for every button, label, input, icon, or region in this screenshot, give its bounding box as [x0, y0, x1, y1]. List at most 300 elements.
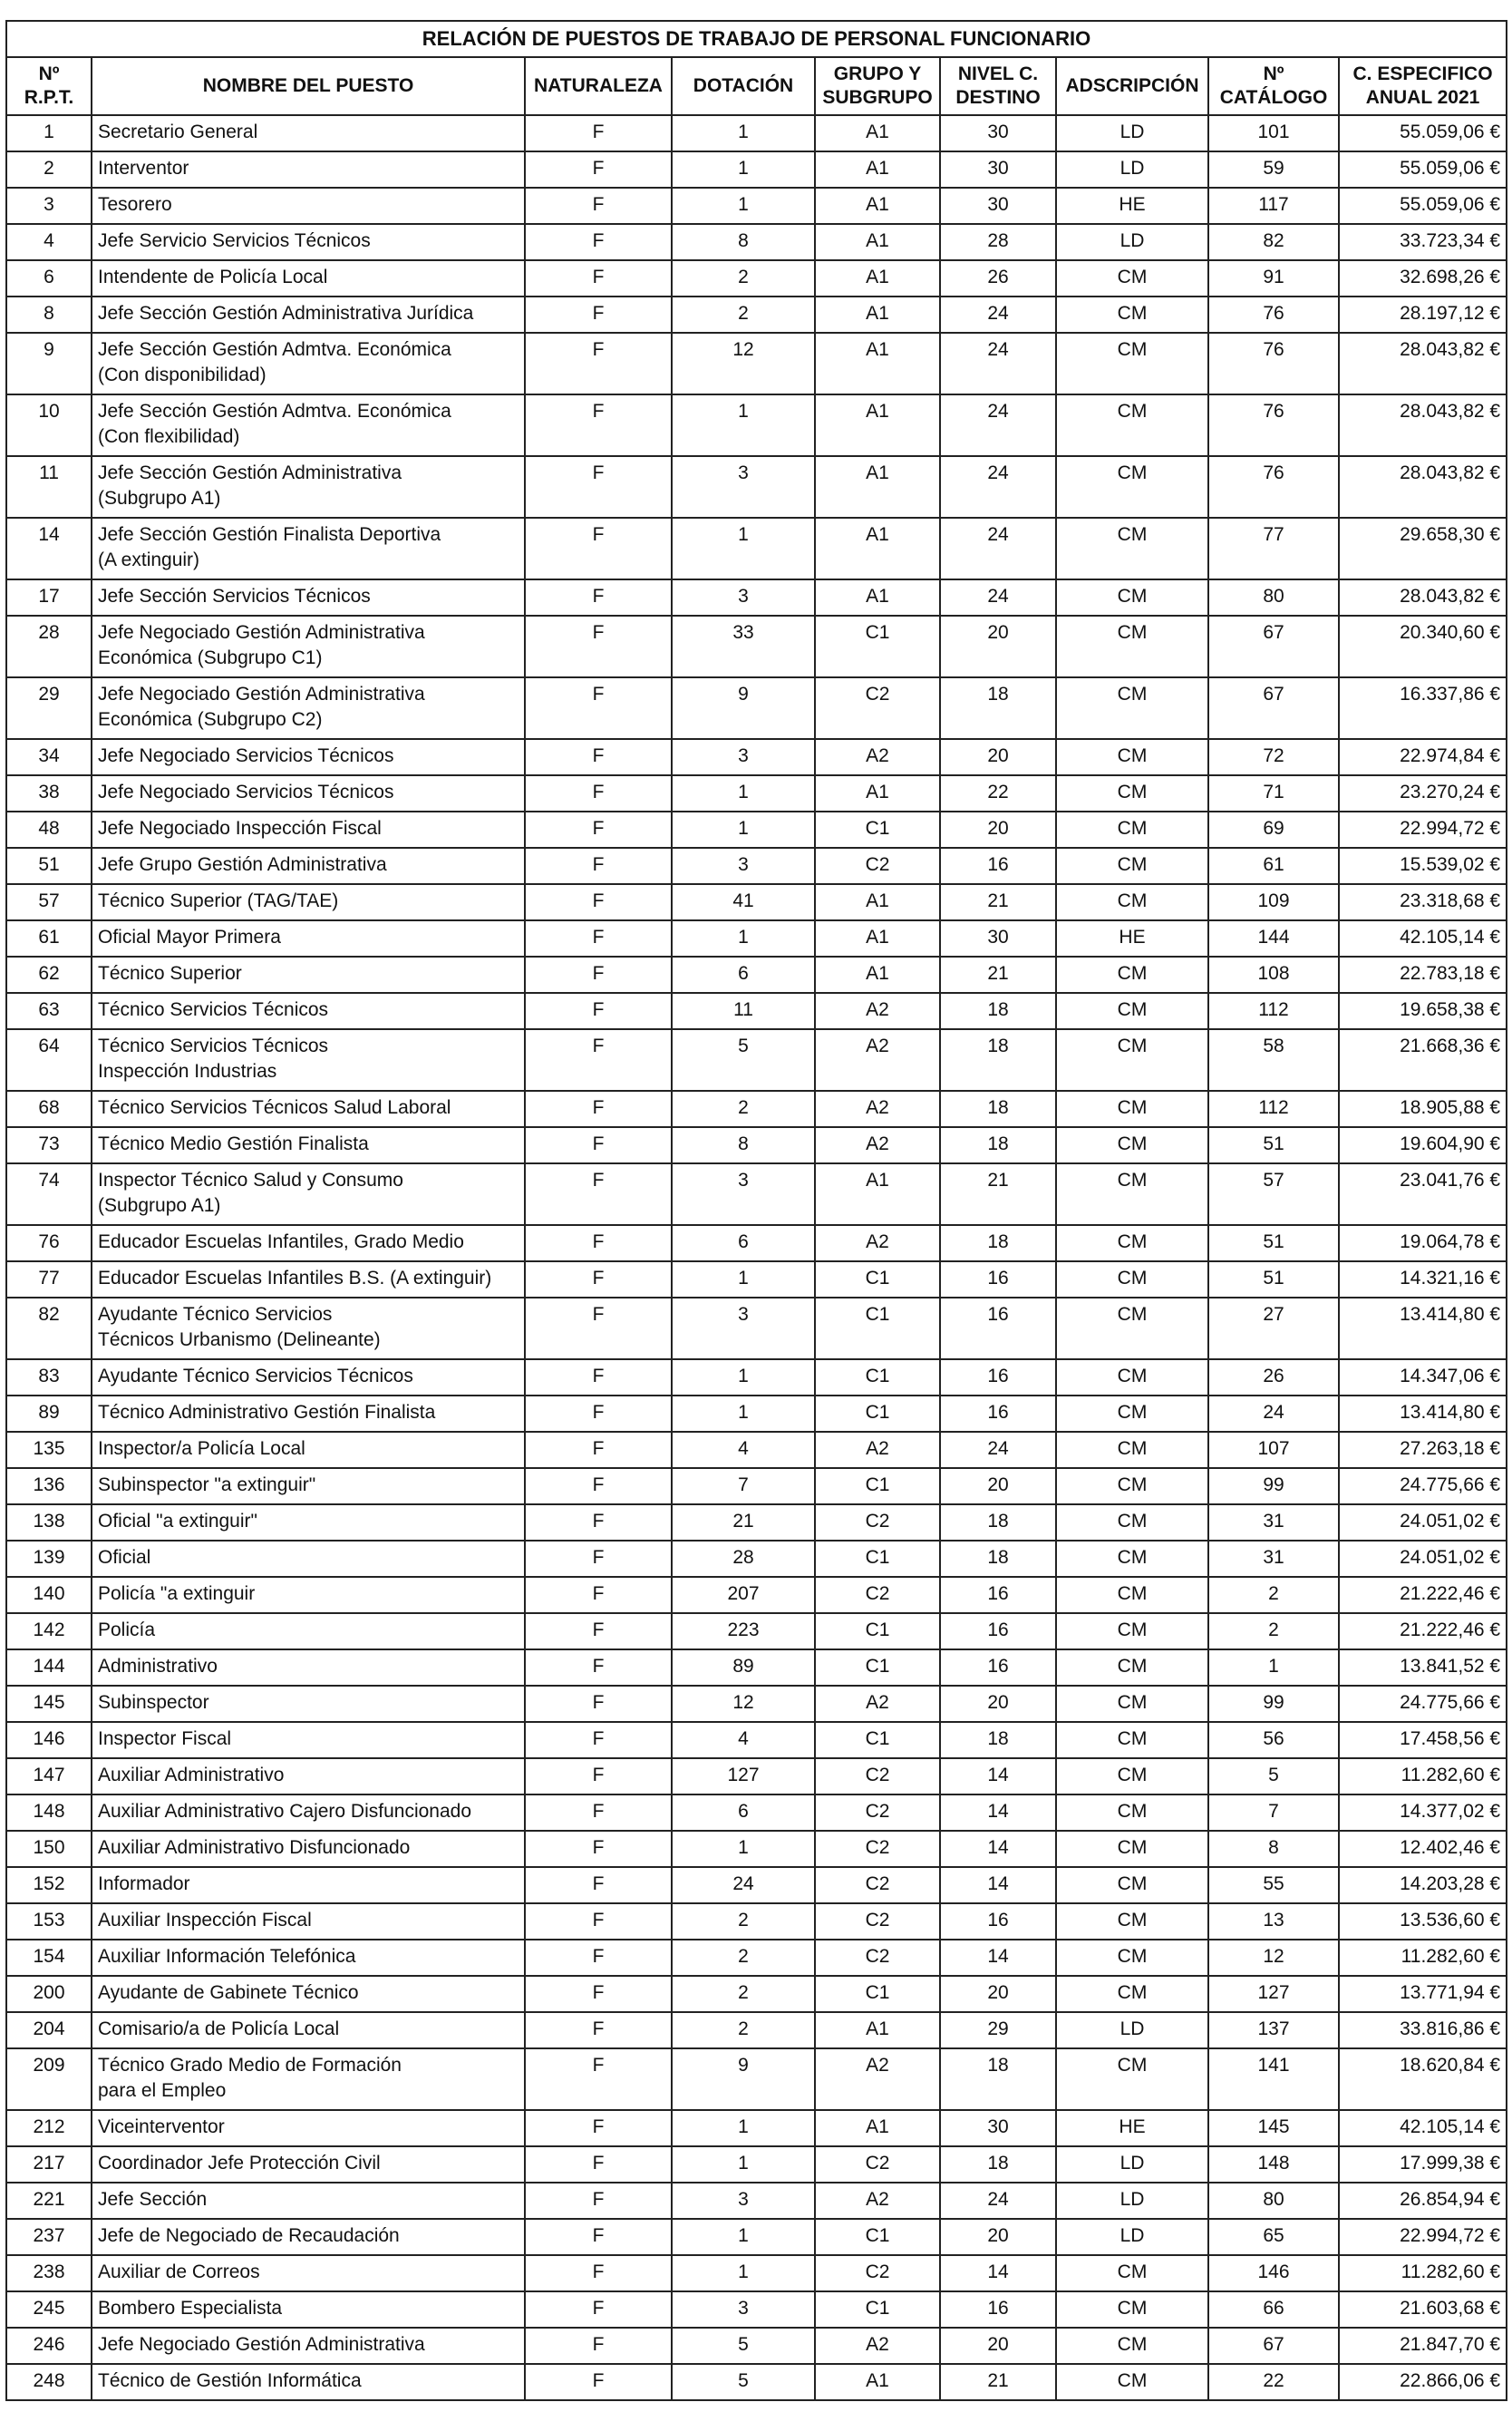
cell-grupo: C2 — [815, 677, 940, 739]
cell-dotacion: 5 — [672, 1029, 815, 1091]
cell-dotacion: 1 — [672, 188, 815, 224]
cell-rpt: 1 — [6, 115, 92, 151]
cell-catalogo: 31 — [1208, 1541, 1339, 1577]
cell-grupo: A1 — [815, 260, 940, 297]
table-row — [6, 616, 1507, 677]
table-row — [6, 579, 1507, 616]
table-row — [6, 1127, 1507, 1163]
cell-nombre: Informador — [92, 1867, 525, 1903]
cell-naturaleza: F — [525, 1831, 672, 1867]
cell-nombre: Oficial Mayor Primera — [92, 920, 525, 957]
cell-catalogo: 109 — [1208, 884, 1339, 920]
cell-dotacion: 8 — [672, 224, 815, 260]
cell-adscripcion: CM — [1056, 1758, 1208, 1794]
cell-dotacion: 2 — [672, 260, 815, 297]
cell-naturaleza: F — [525, 884, 672, 920]
table-row — [6, 1577, 1507, 1613]
table-row — [6, 518, 1507, 579]
header-rpt: Nº R.P.T. — [6, 57, 92, 115]
cell-dotacion: 1 — [672, 1831, 815, 1867]
cell-nivel: 30 — [940, 920, 1056, 957]
cell-nivel: 16 — [940, 848, 1056, 884]
cell-nivel: 21 — [940, 1163, 1056, 1225]
cell-nivel: 21 — [940, 957, 1056, 993]
cell-adscripcion: LD — [1056, 151, 1208, 188]
table-row — [6, 775, 1507, 812]
cell-rpt: 209 — [6, 2048, 92, 2110]
table-row — [6, 151, 1507, 188]
cell-catalogo: 56 — [1208, 1722, 1339, 1758]
cell-especifico: 28.043,82 € — [1339, 579, 1507, 616]
cell-nombre: Ayudante de Gabinete Técnico — [92, 1976, 525, 2012]
table-row — [6, 1163, 1507, 1225]
cell-naturaleza: F — [525, 1396, 672, 1432]
cell-nivel: 18 — [940, 1225, 1056, 1261]
cell-catalogo: 51 — [1208, 1127, 1339, 1163]
cell-rpt: 51 — [6, 848, 92, 884]
cell-nombre: Técnico Servicios Técnicos Salud Laboral — [92, 1091, 525, 1127]
cell-dotacion: 2 — [672, 1903, 815, 1940]
cell-naturaleza: F — [525, 1468, 672, 1504]
header-catalogo: Nº CATÁLOGO — [1208, 57, 1339, 115]
cell-nombre: Jefe Sección Servicios Técnicos — [92, 579, 525, 616]
cell-nivel: 20 — [940, 739, 1056, 775]
table-row — [6, 1867, 1507, 1903]
table-row — [6, 2291, 1507, 2328]
cell-adscripcion: CM — [1056, 1903, 1208, 1940]
cell-nivel: 24 — [940, 1432, 1056, 1468]
cell-nivel: 18 — [940, 1029, 1056, 1091]
cell-nombre: Intendente de Policía Local — [92, 260, 525, 297]
cell-dotacion: 2 — [672, 1091, 815, 1127]
cell-nombre: Ayudante Técnico Servicios Técnicos — [92, 1359, 525, 1396]
table-row — [6, 2328, 1507, 2364]
cell-catalogo: 141 — [1208, 2048, 1339, 2110]
cell-rpt: 82 — [6, 1298, 92, 1359]
cell-adscripcion: CM — [1056, 1225, 1208, 1261]
cell-rpt: 147 — [6, 1758, 92, 1794]
cell-nivel: 24 — [940, 333, 1056, 394]
cell-especifico: 14.377,02 € — [1339, 1794, 1507, 1831]
cell-especifico: 14.203,28 € — [1339, 1867, 1507, 1903]
cell-nombre: Jefe Sección Gestión Admtva. Económica (Con disponibilidad) — [92, 333, 525, 394]
cell-rpt: 145 — [6, 1686, 92, 1722]
cell-especifico: 21.222,46 € — [1339, 1613, 1507, 1649]
cell-dotacion: 4 — [672, 1722, 815, 1758]
cell-naturaleza: F — [525, 1225, 672, 1261]
table-row — [6, 456, 1507, 518]
cell-naturaleza: F — [525, 333, 672, 394]
cell-adscripcion: CM — [1056, 1686, 1208, 1722]
cell-grupo: A1 — [815, 115, 940, 151]
cell-grupo: A1 — [815, 394, 940, 456]
header-naturaleza: NATURALEZA — [525, 57, 672, 115]
cell-nombre: Auxiliar Administrativo Cajero Disfuncionado — [92, 1794, 525, 1831]
cell-nivel: 20 — [940, 1686, 1056, 1722]
cell-rpt: 3 — [6, 188, 92, 224]
cell-especifico: 24.051,02 € — [1339, 1541, 1507, 1577]
table-row — [6, 1504, 1507, 1541]
cell-especifico: 33.816,86 € — [1339, 2012, 1507, 2048]
cell-naturaleza: F — [525, 1261, 672, 1298]
cell-adscripcion: CM — [1056, 2364, 1208, 2400]
cell-especifico: 28.043,82 € — [1339, 394, 1507, 456]
cell-dotacion: 24 — [672, 1867, 815, 1903]
cell-naturaleza: F — [525, 775, 672, 812]
cell-catalogo: 31 — [1208, 1504, 1339, 1541]
cell-catalogo: 22 — [1208, 2364, 1339, 2400]
cell-naturaleza: F — [525, 1359, 672, 1396]
cell-rpt: 83 — [6, 1359, 92, 1396]
cell-rpt: 76 — [6, 1225, 92, 1261]
table-row — [6, 884, 1507, 920]
cell-grupo: C2 — [815, 2146, 940, 2183]
cell-adscripcion: CM — [1056, 677, 1208, 739]
cell-adscripcion: CM — [1056, 2048, 1208, 2110]
cell-nombre: Inspector/a Policía Local — [92, 1432, 525, 1468]
cell-grupo: C2 — [815, 1867, 940, 1903]
cell-dotacion: 1 — [672, 151, 815, 188]
cell-nivel: 18 — [940, 2048, 1056, 2110]
cell-nombre: Auxiliar Administrativo — [92, 1758, 525, 1794]
cell-nombre: Jefe Sección Gestión Administrativa (Subgrupo A1) — [92, 456, 525, 518]
cell-catalogo: 12 — [1208, 1940, 1339, 1976]
cell-naturaleza: F — [525, 1794, 672, 1831]
cell-especifico: 28.043,82 € — [1339, 333, 1507, 394]
cell-grupo: A2 — [815, 1225, 940, 1261]
cell-dotacion: 33 — [672, 616, 815, 677]
cell-nombre: Jefe Sección Gestión Administrativa Jurídica — [92, 297, 525, 333]
cell-grupo: A1 — [815, 333, 940, 394]
cell-adscripcion: LD — [1056, 2183, 1208, 2219]
cell-rpt: 11 — [6, 456, 92, 518]
cell-especifico: 55.059,06 € — [1339, 151, 1507, 188]
table-row — [6, 2012, 1507, 2048]
cell-naturaleza: F — [525, 920, 672, 957]
cell-nombre: Subinspector — [92, 1686, 525, 1722]
cell-rpt: 217 — [6, 2146, 92, 2183]
cell-rpt: 153 — [6, 1903, 92, 1940]
cell-nivel: 24 — [940, 297, 1056, 333]
cell-dotacion: 89 — [672, 1649, 815, 1686]
cell-nivel: 20 — [940, 2328, 1056, 2364]
cell-adscripcion: CM — [1056, 1722, 1208, 1758]
table-row — [6, 1468, 1507, 1504]
cell-adscripcion: CM — [1056, 1794, 1208, 1831]
cell-naturaleza: F — [525, 1577, 672, 1613]
cell-adscripcion: CM — [1056, 297, 1208, 333]
cell-nivel: 16 — [940, 2291, 1056, 2328]
cell-nombre: Ayudante Técnico Servicios Técnicos Urbanismo (Delineante) — [92, 1298, 525, 1359]
cell-adscripcion: CM — [1056, 333, 1208, 394]
cell-naturaleza: F — [525, 2328, 672, 2364]
cell-naturaleza: F — [525, 1903, 672, 1940]
cell-catalogo: 101 — [1208, 115, 1339, 151]
cell-nivel: 21 — [940, 884, 1056, 920]
cell-rpt: 152 — [6, 1867, 92, 1903]
cell-rpt: 73 — [6, 1127, 92, 1163]
cell-rpt: 38 — [6, 775, 92, 812]
cell-adscripcion: CM — [1056, 739, 1208, 775]
cell-rpt: 238 — [6, 2255, 92, 2291]
rpt-table — [5, 20, 1507, 2401]
cell-rpt: 17 — [6, 579, 92, 616]
cell-grupo: A2 — [815, 739, 940, 775]
cell-especifico: 13.414,80 € — [1339, 1298, 1507, 1359]
table-row — [6, 677, 1507, 739]
cell-adscripcion: LD — [1056, 224, 1208, 260]
cell-rpt: 89 — [6, 1396, 92, 1432]
cell-dotacion: 7 — [672, 1468, 815, 1504]
cell-dotacion: 4 — [672, 1432, 815, 1468]
cell-catalogo: 112 — [1208, 993, 1339, 1029]
cell-dotacion: 6 — [672, 957, 815, 993]
cell-nivel: 16 — [940, 1359, 1056, 1396]
cell-grupo: A2 — [815, 1432, 940, 1468]
cell-naturaleza: F — [525, 224, 672, 260]
cell-naturaleza: F — [525, 2364, 672, 2400]
cell-dotacion: 1 — [672, 920, 815, 957]
cell-rpt: 77 — [6, 1261, 92, 1298]
cell-adscripcion: CM — [1056, 1577, 1208, 1613]
cell-grupo: C1 — [815, 1722, 940, 1758]
cell-dotacion: 127 — [672, 1758, 815, 1794]
cell-nombre: Técnico Grado Medio de Formación para el Empleo — [92, 2048, 525, 2110]
table-row — [6, 2364, 1507, 2400]
cell-rpt: 61 — [6, 920, 92, 957]
cell-nombre: Auxiliar de Correos — [92, 2255, 525, 2291]
cell-catalogo: 145 — [1208, 2110, 1339, 2146]
cell-catalogo: 117 — [1208, 188, 1339, 224]
cell-grupo: C2 — [815, 1758, 940, 1794]
cell-catalogo: 2 — [1208, 1577, 1339, 1613]
cell-naturaleza: F — [525, 2110, 672, 2146]
cell-nombre: Secretario General — [92, 115, 525, 151]
cell-nombre: Subinspector "a extinguir" — [92, 1468, 525, 1504]
cell-rpt: 28 — [6, 616, 92, 677]
cell-catalogo: 67 — [1208, 616, 1339, 677]
cell-naturaleza: F — [525, 1722, 672, 1758]
cell-especifico: 29.658,30 € — [1339, 518, 1507, 579]
cell-catalogo: 26 — [1208, 1359, 1339, 1396]
cell-grupo: A1 — [815, 188, 940, 224]
cell-catalogo: 66 — [1208, 2291, 1339, 2328]
header-dotacion: DOTACIÓN — [672, 57, 815, 115]
cell-naturaleza: F — [525, 1758, 672, 1794]
cell-nombre: Jefe Negociado Inspección Fiscal — [92, 812, 525, 848]
cell-adscripcion: CM — [1056, 1649, 1208, 1686]
cell-adscripcion: CM — [1056, 1541, 1208, 1577]
cell-adscripcion: CM — [1056, 957, 1208, 993]
table-row — [6, 188, 1507, 224]
cell-nivel: 30 — [940, 115, 1056, 151]
table-row — [6, 1831, 1507, 1867]
cell-rpt: 64 — [6, 1029, 92, 1091]
cell-adscripcion: HE — [1056, 2110, 1208, 2146]
cell-catalogo: 99 — [1208, 1686, 1339, 1722]
cell-grupo: C1 — [815, 616, 940, 677]
cell-nombre: Jefe Negociado Gestión Administrativa Económica (Subgrupo C2) — [92, 677, 525, 739]
cell-nivel: 30 — [940, 151, 1056, 188]
cell-dotacion: 1 — [672, 2146, 815, 2183]
cell-catalogo: 69 — [1208, 812, 1339, 848]
cell-dotacion: 1 — [672, 518, 815, 579]
cell-especifico: 24.775,66 € — [1339, 1686, 1507, 1722]
cell-nivel: 16 — [940, 1261, 1056, 1298]
cell-adscripcion: CM — [1056, 1029, 1208, 1091]
cell-naturaleza: F — [525, 812, 672, 848]
table-row — [6, 333, 1507, 394]
cell-grupo: A1 — [815, 1163, 940, 1225]
cell-rpt: 246 — [6, 2328, 92, 2364]
cell-especifico: 20.340,60 € — [1339, 616, 1507, 677]
cell-grupo: C2 — [815, 1940, 940, 1976]
cell-catalogo: 76 — [1208, 456, 1339, 518]
table-row — [6, 2183, 1507, 2219]
cell-nivel: 14 — [940, 1758, 1056, 1794]
cell-naturaleza: F — [525, 2291, 672, 2328]
cell-adscripcion: LD — [1056, 115, 1208, 151]
cell-adscripcion: LD — [1056, 2012, 1208, 2048]
cell-rpt: 200 — [6, 1976, 92, 2012]
cell-rpt: 212 — [6, 2110, 92, 2146]
cell-rpt: 221 — [6, 2183, 92, 2219]
cell-naturaleza: F — [525, 1541, 672, 1577]
table-row — [6, 2048, 1507, 2110]
cell-grupo: A1 — [815, 957, 940, 993]
cell-nivel: 20 — [940, 2219, 1056, 2255]
cell-especifico: 22.783,18 € — [1339, 957, 1507, 993]
cell-grupo: C1 — [815, 1396, 940, 1432]
cell-nombre: Administrativo — [92, 1649, 525, 1686]
cell-catalogo: 59 — [1208, 151, 1339, 188]
cell-grupo: C1 — [815, 1261, 940, 1298]
cell-nivel: 14 — [940, 1831, 1056, 1867]
cell-nombre: Jefe Negociado Servicios Técnicos — [92, 775, 525, 812]
cell-nivel: 24 — [940, 456, 1056, 518]
header-grupo: GRUPO Y SUBGRUPO — [815, 57, 940, 115]
cell-especifico: 17.999,38 € — [1339, 2146, 1507, 2183]
table-row — [6, 1091, 1507, 1127]
cell-especifico: 19.064,78 € — [1339, 1225, 1507, 1261]
cell-dotacion: 1 — [672, 1359, 815, 1396]
cell-catalogo: 137 — [1208, 2012, 1339, 2048]
cell-especifico: 21.603,68 € — [1339, 2291, 1507, 2328]
cell-adscripcion: CM — [1056, 1091, 1208, 1127]
cell-nombre: Coordinador Jefe Protección Civil — [92, 2146, 525, 2183]
cell-especifico: 55.059,06 € — [1339, 188, 1507, 224]
cell-naturaleza: F — [525, 1127, 672, 1163]
header-nivel: NIVEL C. DESTINO — [940, 57, 1056, 115]
cell-dotacion: 28 — [672, 1541, 815, 1577]
cell-nivel: 16 — [940, 1298, 1056, 1359]
table-row — [6, 1794, 1507, 1831]
cell-nombre: Técnico de Gestión Informática — [92, 2364, 525, 2400]
cell-rpt: 68 — [6, 1091, 92, 1127]
cell-grupo: C2 — [815, 2255, 940, 2291]
cell-dotacion: 2 — [672, 2012, 815, 2048]
cell-naturaleza: F — [525, 1613, 672, 1649]
cell-especifico: 55.059,06 € — [1339, 115, 1507, 151]
cell-grupo: A1 — [815, 224, 940, 260]
cell-grupo: A2 — [815, 2328, 940, 2364]
cell-grupo: C1 — [815, 1359, 940, 1396]
cell-catalogo: 76 — [1208, 394, 1339, 456]
cell-especifico: 19.658,38 € — [1339, 993, 1507, 1029]
cell-grupo: C1 — [815, 1541, 940, 1577]
cell-grupo: A2 — [815, 1686, 940, 1722]
cell-especifico: 28.043,82 € — [1339, 456, 1507, 518]
cell-especifico: 42.105,14 € — [1339, 920, 1507, 957]
cell-nivel: 16 — [940, 1577, 1056, 1613]
cell-nivel: 22 — [940, 775, 1056, 812]
cell-rpt: 139 — [6, 1541, 92, 1577]
cell-especifico: 27.263,18 € — [1339, 1432, 1507, 1468]
cell-dotacion: 3 — [672, 2291, 815, 2328]
cell-naturaleza: F — [525, 1504, 672, 1541]
table-row — [6, 260, 1507, 297]
cell-catalogo: 99 — [1208, 1468, 1339, 1504]
cell-rpt: 146 — [6, 1722, 92, 1758]
cell-grupo: C2 — [815, 1831, 940, 1867]
cell-rpt: 150 — [6, 1831, 92, 1867]
cell-nombre: Auxiliar Inspección Fiscal — [92, 1903, 525, 1940]
cell-dotacion: 1 — [672, 2255, 815, 2291]
cell-adscripcion: CM — [1056, 1940, 1208, 1976]
cell-nombre: Oficial "a extinguir" — [92, 1504, 525, 1541]
cell-dotacion: 1 — [672, 812, 815, 848]
cell-dotacion: 9 — [672, 677, 815, 739]
cell-rpt: 62 — [6, 957, 92, 993]
cell-nombre: Técnico Administrativo Gestión Finalista — [92, 1396, 525, 1432]
cell-dotacion: 3 — [672, 739, 815, 775]
cell-catalogo: 67 — [1208, 677, 1339, 739]
cell-naturaleza: F — [525, 2183, 672, 2219]
cell-especifico: 18.620,84 € — [1339, 2048, 1507, 2110]
cell-adscripcion: CM — [1056, 2255, 1208, 2291]
table-row — [6, 1758, 1507, 1794]
cell-nivel: 18 — [940, 1091, 1056, 1127]
cell-nombre: Comisario/a de Policía Local — [92, 2012, 525, 2048]
cell-nivel: 18 — [940, 677, 1056, 739]
table-row — [6, 957, 1507, 993]
cell-adscripcion: HE — [1056, 920, 1208, 957]
cell-catalogo: 148 — [1208, 2146, 1339, 2183]
cell-catalogo: 72 — [1208, 739, 1339, 775]
cell-adscripcion: CM — [1056, 579, 1208, 616]
table-row — [6, 1432, 1507, 1468]
cell-adscripcion: LD — [1056, 2146, 1208, 2183]
cell-especifico: 22.994,72 € — [1339, 812, 1507, 848]
cell-nivel: 18 — [940, 1541, 1056, 1577]
cell-nivel: 18 — [940, 1722, 1056, 1758]
table-row — [6, 297, 1507, 333]
cell-grupo: C1 — [815, 1468, 940, 1504]
table-row — [6, 394, 1507, 456]
cell-adscripcion: CM — [1056, 394, 1208, 456]
cell-nombre: Interventor — [92, 151, 525, 188]
table-row — [6, 1649, 1507, 1686]
cell-adscripcion: CM — [1056, 616, 1208, 677]
cell-adscripcion: CM — [1056, 1468, 1208, 1504]
cell-catalogo: 107 — [1208, 1432, 1339, 1468]
cell-especifico: 23.270,24 € — [1339, 775, 1507, 812]
header-nombre: NOMBRE DEL PUESTO — [92, 57, 525, 115]
table-row — [6, 993, 1507, 1029]
cell-nombre: Auxiliar Información Telefónica — [92, 1940, 525, 1976]
cell-nivel: 14 — [940, 1940, 1056, 1976]
cell-naturaleza: F — [525, 260, 672, 297]
